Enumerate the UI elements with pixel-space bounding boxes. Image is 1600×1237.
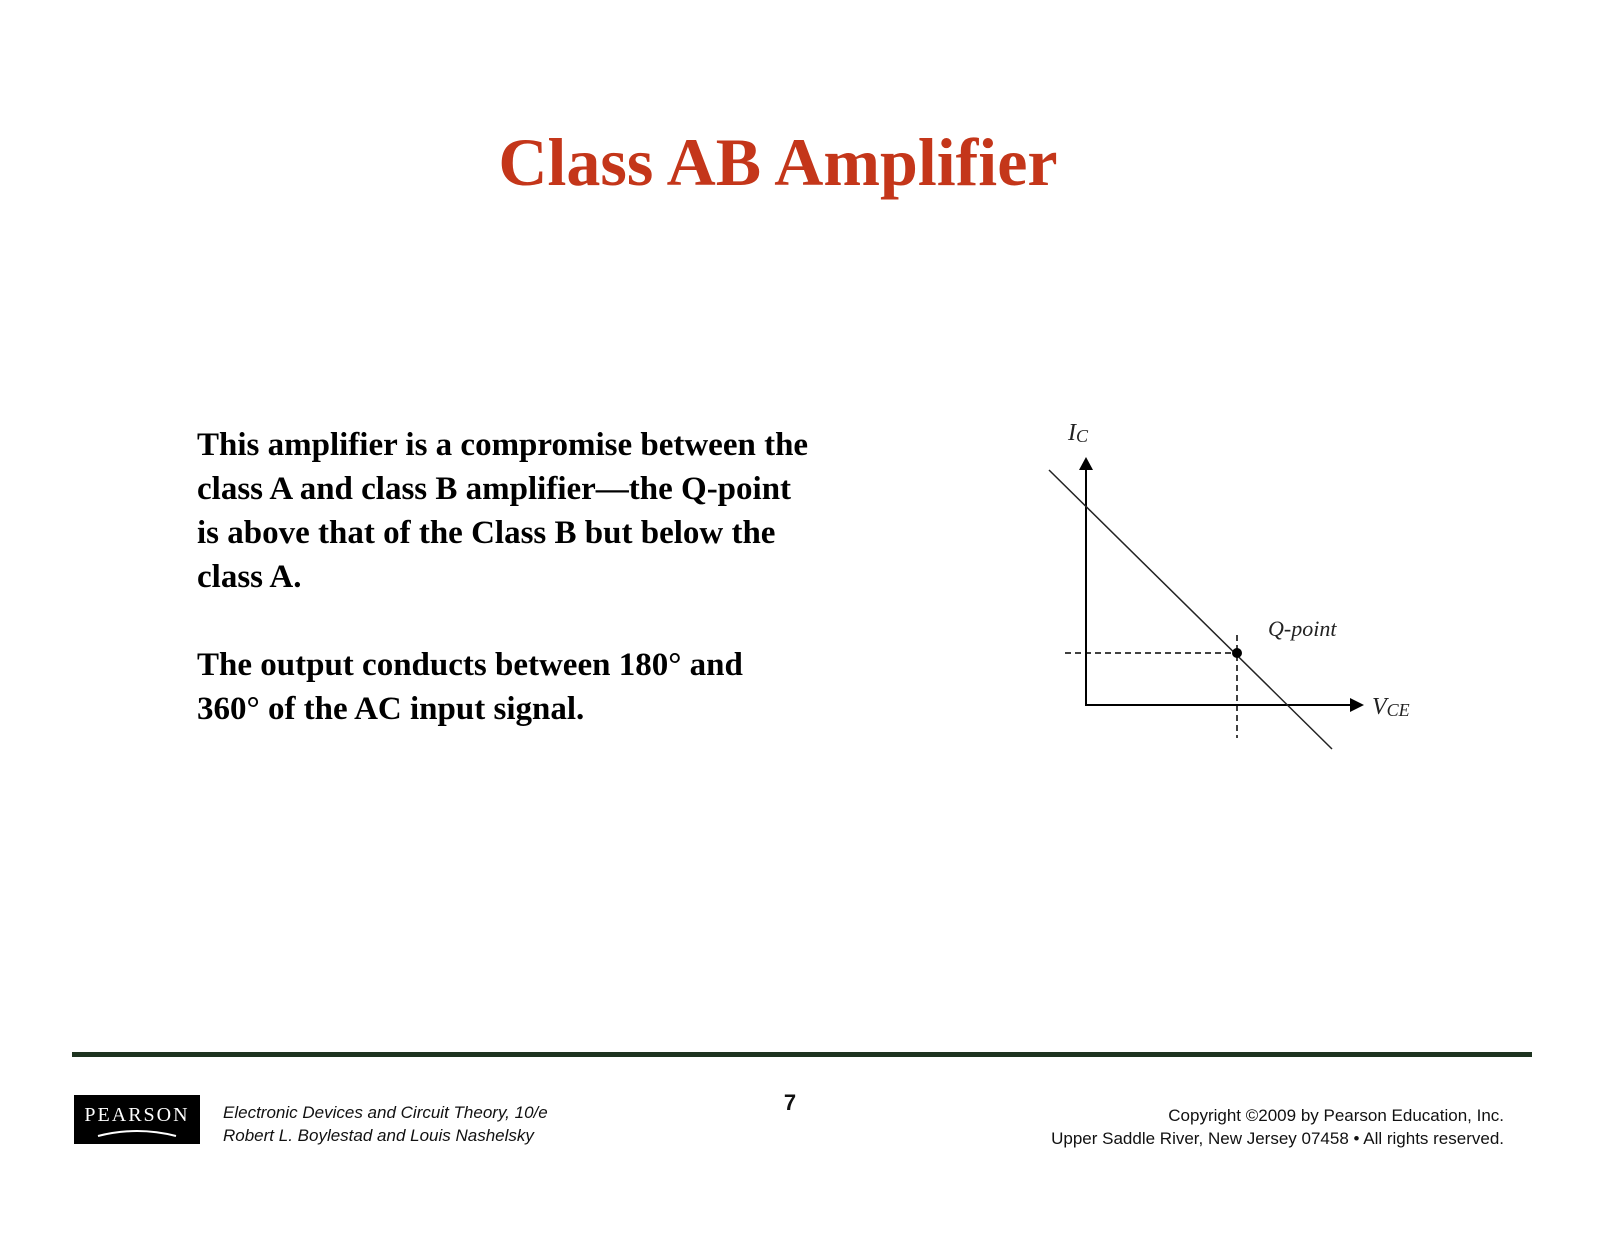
book-info <box>223 1101 548 1147</box>
load-line <box>1049 470 1332 749</box>
load-line-svg <box>1030 410 1430 760</box>
logo-swoosh-icon <box>96 1128 178 1138</box>
slide-body <box>197 423 917 731</box>
logo-text: PEARSON <box>84 1104 190 1126</box>
y-axis-arrowhead <box>1079 457 1093 470</box>
q-point-marker <box>1232 648 1242 658</box>
load-line-diagram <box>1030 410 1430 760</box>
y-axis-label: IC <box>1068 420 1089 446</box>
x-axis-label: VCE <box>1372 694 1410 720</box>
copyright-line-2: Upper Saddle River, New Jersey 07458 • All rights reserved. <box>1051 1129 1504 1148</box>
page-number: 7 <box>783 1090 797 1115</box>
slide-title: Class AB Amplifier <box>498 124 1058 200</box>
publisher-logo <box>74 1095 200 1144</box>
q-point-label: Q-point <box>1268 616 1337 641</box>
book-authors: Robert L. Boylestad and Louis Nashelsky <box>223 1126 534 1145</box>
footer-divider <box>72 1052 1532 1057</box>
copyright-notice <box>1051 1104 1504 1150</box>
book-title: Electronic Devices and Circuit Theory, 10/e <box>223 1103 548 1122</box>
x-axis-arrowhead <box>1350 698 1364 712</box>
copyright-line-1: Copyright ©2009 by Pearson Education, Inc. <box>1168 1106 1504 1125</box>
body-paragraph-1: This amplifier is a compromise between the class A and class B amplifier—the Q-point is above that of the Class B but below the class A. <box>197 427 809 595</box>
body-paragraph-2: The output conducts between 180° and 360° of the AC input signal. <box>197 647 743 727</box>
